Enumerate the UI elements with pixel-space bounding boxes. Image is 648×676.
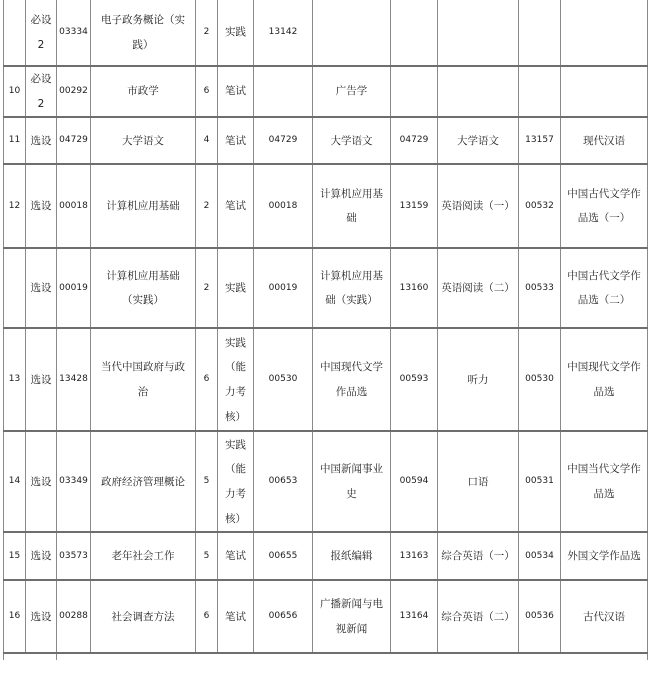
cell-linked-course-1: 计算机应用基础（实践） (313, 248, 391, 328)
cell-exam-type: 实践 (218, 0, 254, 66)
cell-course-code: 03573 (57, 532, 91, 580)
cell-linked-course-1: 中国现代文学作品选 (313, 328, 391, 431)
cell-course-code: 13428 (57, 328, 91, 431)
cell-linked-code-3: 13157 (519, 117, 561, 164)
cell-course-code: 00292 (57, 66, 91, 117)
cell-linked-course-3 (561, 66, 648, 117)
table-row (4, 0, 648, 66)
cell-credits: 4 (196, 117, 218, 164)
table-row (4, 328, 648, 431)
cell-linked-course-1: 大学语文 (313, 117, 391, 164)
cell-linked-code-3 (519, 66, 561, 117)
cell-course-type: 选设 (26, 164, 57, 248)
cell-credits: 5 (196, 431, 218, 532)
cell-course-type: 选设 (26, 532, 57, 580)
cell-course-name: 市政学 (91, 66, 196, 117)
cell-exam-type: 实践（能力考核） (218, 328, 254, 431)
cell-course-code: 03349 (57, 431, 91, 532)
table-row (4, 580, 648, 653)
cell-linked-code-3: 00536 (519, 580, 561, 653)
cell-row-number: 13 (4, 328, 26, 431)
cell-linked-code-3: 00532 (519, 164, 561, 248)
course-table-body (4, 0, 648, 660)
cell-linked-code-2: 13159 (391, 164, 438, 248)
cell-linked-course-2: 综合英语（一） (438, 532, 519, 580)
cell-course-code: 04729 (57, 117, 91, 164)
cell-course-type: 必设2 (26, 0, 57, 66)
footer-cell (4, 653, 57, 660)
cell-linked-code-3: 00534 (519, 532, 561, 580)
cell-course-type: 必设2 (26, 66, 57, 117)
cell-exam-type: 笔试 (218, 66, 254, 117)
cell-course-code: 00288 (57, 580, 91, 653)
cell-row-number: 10 (4, 66, 26, 117)
cell-linked-code-2: 13164 (391, 580, 438, 653)
cell-linked-course-2: 英语阅读（二） (438, 248, 519, 328)
cell-linked-code-2: 04729 (391, 117, 438, 164)
cell-exam-type: 实践 (218, 248, 254, 328)
cell-credits: 6 (196, 66, 218, 117)
cell-row-number (4, 248, 26, 328)
cell-linked-course-1: 广播新闻与电视新闻 (313, 580, 391, 653)
cell-linked-course-2: 听力 (438, 328, 519, 431)
cell-linked-course-2: 英语阅读（一） (438, 164, 519, 248)
cell-row-number: 11 (4, 117, 26, 164)
cell-linked-code-2: 13160 (391, 248, 438, 328)
cell-exam-type: 实践（能力考核） (218, 431, 254, 532)
cell-exam-type: 笔试 (218, 164, 254, 248)
cell-linked-code-1: 00653 (254, 431, 313, 532)
cell-linked-course-2: 大学语文 (438, 117, 519, 164)
course-schedule-table (3, 0, 648, 660)
cell-linked-course-3: 外国文学作品选 (561, 532, 648, 580)
cell-course-code: 00019 (57, 248, 91, 328)
cell-credits: 2 (196, 248, 218, 328)
cell-linked-code-1: 00655 (254, 532, 313, 580)
cell-linked-course-3: 中国古代文学作品选（二） (561, 248, 648, 328)
cell-row-number (4, 0, 26, 66)
cell-course-name: 老年社会工作 (91, 532, 196, 580)
cell-linked-course-3: 中国现代文学作品选 (561, 328, 648, 431)
cell-linked-code-1 (254, 66, 313, 117)
cell-linked-code-2: 00593 (391, 328, 438, 431)
table-row (4, 117, 648, 164)
table-row (4, 66, 648, 117)
cell-linked-code-3 (519, 0, 561, 66)
table-row (4, 431, 648, 532)
cell-linked-code-3: 00533 (519, 248, 561, 328)
cell-linked-course-2: 综合英语（二） (438, 580, 519, 653)
cell-course-name: 社会调查方法 (91, 580, 196, 653)
cell-credits: 2 (196, 164, 218, 248)
partial-footer-row (4, 653, 648, 660)
cell-credits: 6 (196, 328, 218, 431)
cell-row-number: 12 (4, 164, 26, 248)
cell-linked-course-2 (438, 0, 519, 66)
cell-linked-course-1: 中国新闻事业史 (313, 431, 391, 532)
cell-linked-code-2 (391, 66, 438, 117)
cell-linked-code-2: 00594 (391, 431, 438, 532)
cell-course-name: 大学语文 (91, 117, 196, 164)
cell-row-number: 14 (4, 431, 26, 532)
cell-exam-type: 笔试 (218, 580, 254, 653)
cell-course-code: 00018 (57, 164, 91, 248)
cell-linked-code-3: 00531 (519, 431, 561, 532)
cell-course-type: 选设 (26, 431, 57, 532)
cell-credits: 5 (196, 532, 218, 580)
cell-linked-course-2: 口语 (438, 431, 519, 532)
cell-linked-course-3: 古代汉语 (561, 580, 648, 653)
table-row (4, 248, 648, 328)
cell-exam-type: 笔试 (218, 532, 254, 580)
cell-course-code: 03334 (57, 0, 91, 66)
cell-linked-code-1: 00530 (254, 328, 313, 431)
cell-linked-code-2: 13163 (391, 532, 438, 580)
cell-linked-course-1 (313, 0, 391, 66)
cell-course-name: 当代中国政府与政治 (91, 328, 196, 431)
cell-exam-type: 笔试 (218, 117, 254, 164)
table-row (4, 164, 648, 248)
cell-linked-course-1: 广告学 (313, 66, 391, 117)
cell-course-name: 计算机应用基础（实践） (91, 248, 196, 328)
cell-course-name: 政府经济管理概论 (91, 431, 196, 532)
cell-linked-code-1: 04729 (254, 117, 313, 164)
cell-linked-course-3: 现代汉语 (561, 117, 648, 164)
cell-linked-code-1: 00656 (254, 580, 313, 653)
cell-linked-course-1: 计算机应用基础 (313, 164, 391, 248)
cell-linked-code-1: 13142 (254, 0, 313, 66)
cell-linked-course-2 (438, 66, 519, 117)
cell-linked-course-3: 中国当代文学作品选 (561, 431, 648, 532)
cell-linked-course-1: 报纸编辑 (313, 532, 391, 580)
cell-linked-code-2 (391, 0, 438, 66)
cell-row-number: 16 (4, 580, 26, 653)
footer-cell (57, 653, 648, 660)
cell-linked-course-3 (561, 0, 648, 66)
table-row (4, 532, 648, 580)
cell-row-number: 15 (4, 532, 26, 580)
cell-course-type: 选设 (26, 248, 57, 328)
cell-course-type: 选设 (26, 580, 57, 653)
cell-course-type: 选设 (26, 117, 57, 164)
cell-linked-code-1: 00018 (254, 164, 313, 248)
cell-linked-code-1: 00019 (254, 248, 313, 328)
cell-linked-course-3: 中国古代文学作品选（一） (561, 164, 648, 248)
cell-course-name: 计算机应用基础 (91, 164, 196, 248)
cell-course-type: 选设 (26, 328, 57, 431)
cell-credits: 2 (196, 0, 218, 66)
cell-credits: 6 (196, 580, 218, 653)
cell-course-name: 电子政务概论（实践） (91, 0, 196, 66)
cell-linked-code-3: 00530 (519, 328, 561, 431)
